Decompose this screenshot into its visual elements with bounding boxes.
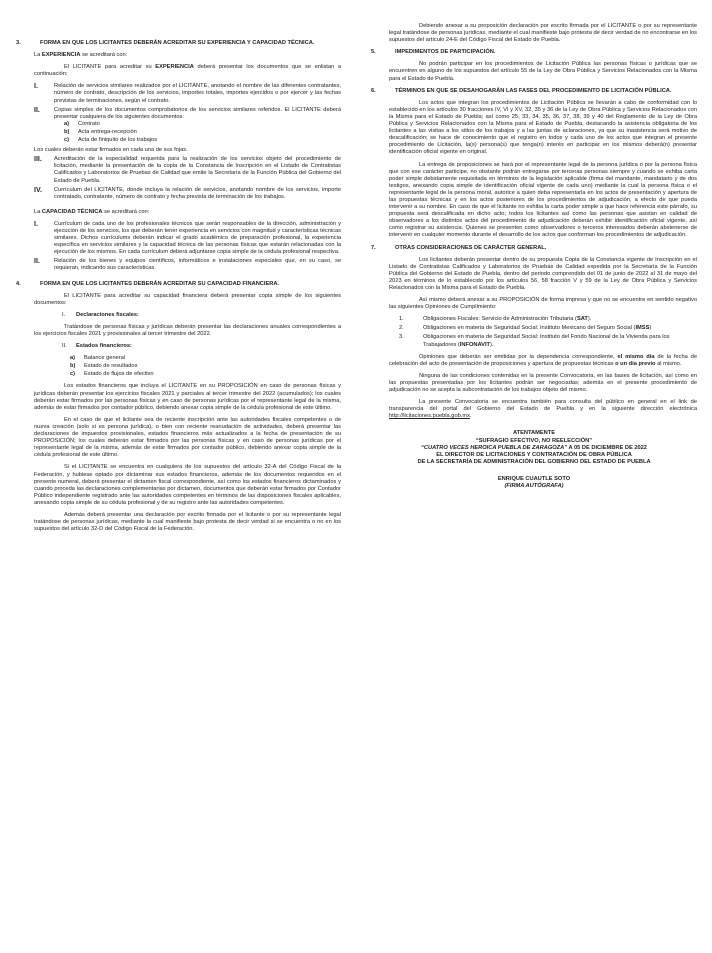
sub-item: a) Contrato [64, 120, 100, 127]
financial-intro: El LICITANTE para acreditar su capacidad financiera deberá presentar copia simple de los siguientes documentos: [34, 292, 341, 306]
paragraph: Los licitantes deberán presentar dentro de su propuesta Copia de la Constancia vigente de Inscripción en el Listado de Contratistas Calificados y Laboratorios de Pruebas de Calidad expedida por la Secretaría de la Función Pública del Gobierno del Estado de Puebla, dentro del periodo comprendido del 01 de junio de 2022 al 31 de mayo del 2023 en términos de lo establecido por los artículos 56, 58 fracción V y 59 de la Ley de Obra Pública y Servicios Relacionados con la Misma para el Estado de Puebla. [389, 256, 697, 291]
experience-label: La EXPERIENCIA se acreditará con: [34, 52, 128, 59]
section-5-heading: 5. IMPEDIMENTOS DE PARTICIPACIÓN. [371, 49, 496, 56]
list-item: IV. Currículum del LICITANTE, donde incluya la relación de servicios, anotando nombre de los servicios, importe contratado, contratante, número de contrato y fecha prevista de terminación de los trabajos. [34, 186, 341, 200]
list-item: 1. Obligaciones Fiscales: Servicio de Administración Tributaria (SAT). [399, 316, 592, 323]
fiscal-heading: I. Declaraciones fiscales: [62, 311, 139, 318]
list-item: I. Relación de servicios similares realizados por el LICITANTE, anotando el nombre de las diferentes contratantes, número de contrato, descripción de los servicios, importes totales, importes ejercidos o por ejercer y las fechas previstas de terminaciones, según el contrato. [34, 83, 341, 104]
financial-statements-heading: II. Estados financieros: [62, 343, 132, 350]
sub-item: a) Balance general [70, 355, 126, 362]
list-item: 3. Obligaciones en materia de Seguridad Social: Instituto del Fondo Nacional de la Vivienda para los Trabajadores (INFONAVIT). [399, 334, 670, 348]
paragraph: La presente Convocatoria se encuentra también para consulta del público en general en el link de transparencia del portal del Gobierno del Estado de Puebla y en la siguiente dirección electrónica http://licitaciones.puebla.gob.mx. [389, 399, 697, 420]
paragraph: Además deberá presentar una declaración por escrito firmada por el licitante o por su representante legal tratándose de personas jurídicas, mediante la cual manifieste bajo protesta de decir verdad si se encuentra o no en los supuestos del artículo 32-D del Código Fiscal de la Federación. [34, 511, 341, 533]
sub-item: b) Estado de resultados [70, 363, 138, 370]
list-item: II. Relación de los bienes y equipos científicos, informáticos e instalaciones especiales que, en su caso, se requieran, indicando sus características. [34, 258, 341, 272]
paragraph: Opiniones que deberán ser emitidas por la dependencia correspondiente, el mismo día de la fecha de celebración del acto de presentación de proposiciones y apertura de propuestas técnicas o un día previo al mismo. [389, 353, 698, 367]
signature-block: ATENTAMENTE “SUFRAGIO EFECTIVO, NO REELECCIÓN” “CUATRO VECES HEROICA PUEBLA DE ZARAGOZA” A 05 DE DICIEMBRE DE 2022 EL DIRECTOR DE LICITACIONES Y CONTRATACIÓN DE OBRA PÚBLICA DE LA SECRETARÍA DE ADMINISTRACIÓN DEL GOBIERNO DEL ESTADO DE PUEBLA ENRIQUE CUAUTLE SOTO (FIRMA AUTÓGRAFA) [371, 430, 697, 490]
paragraph: Si el LICITANTE se encuentra en cualquiera de los supuestos del artículo 32-A del Código Fiscal de la Federación, y hubiese optado por dictaminar sus estados financieros, además de los documentos requeridos en el presente numeral, deberá presentar el dictamen fiscal correspondiente, así como los estados financieros dictaminados y cuando proceda las declaraciones complementarias por dictamen, documentos que deberán estar firmados por Contador Público independiente registrado ante las autoridades competentes en términos de las disposiciones fiscales aplicables, anexando copia simple de su cédula profesional y de su registro ante las autoridades competentes. [34, 464, 341, 506]
experience-intro: El LICITANTE para acreditar su EXPERIENCIA deberá presentar los documentos que se enlistan a continuación: [34, 64, 341, 78]
section-title: FORMA EN QUE LOS LICITANTES DEBERÁN ACREDITAR SU EXPERIENCIA Y CAPACIDAD TÉCNICA. [40, 40, 315, 46]
paragraph: La entrega de proposiciones se hará por el representante legal de la persona jurídica o por la persona física que con ese carácter participe, no obstante podrán entregarse por terceras personas siempre y cuando se exhiba carta poder simple debidamente requisitada en términos de la legislación aplicable (firma del mandante, mandatario y de dos testigos, anexando copia simple de identificación oficial vigente de cada uno) mediante la cual la persona física o el representante legal de la persona moral, autorice a quien deba representarla en los actos de presentación y apertura de las propuestas técnicas y en los actos posteriores de los procedimientos de adjudicación, a efecto de que pueda intervenir a su nombre. En caso de que el licitante no exhiba la carta poder simple a que hace referencia este párrafo, su propuesta será descalificada en dicho acto; todos los licitantes así como las personas que asistan en calidad de observadores a los distintos actos del procedimiento de adjudicación deberán exhibir identificación oficial vigente, así como registrar su asistencia. Quienes se presenten como observadores o terceros interesados deberán abstenerse de intervenir en cualquier momento durante el desarrollo de los actos que conforman los procedimientos de adjudicación. [389, 161, 697, 239]
sign-note: Los cuales deberán estar firmados en cada una de sus fojas. [34, 147, 188, 154]
list-item: 2. Obligaciones en materia de Seguridad Social: Instituto Mexicano del Seguro Social (IMSS) [399, 325, 652, 332]
sub-item: c) Acta de finiquito de los trabajos [64, 137, 158, 144]
experience-list [16, 83, 341, 200]
paragraph: No podrán participar en los procedimientos de Licitación Pública las personas físicas o jurídicas que se encuentren en alguno de los supuestos del artículo 55 de la Ley de Obra Pública y Servicios Relacionados con la Misma para el Estado de Puebla. [389, 61, 697, 82]
section-3-heading [16, 40, 341, 47]
signature-note: (FIRMA AUTÓGRAFA) [504, 482, 564, 489]
paragraph: Así mismo deberá anexar a su PROPOSICIÓN de forma impresa y que no se encuentre en sentido negativo las siguientes Opiniones de Cumplimiento: [389, 297, 697, 311]
sub-item: c) Estado de flujos de efectivo [70, 371, 154, 378]
paragraph: En el caso de que el licitante sea de reciente inscripción ante las autoridades fiscales competentes o de nueva creación (solo si es persona jurídica), o bien con reciente reanudación de actividades, deberá presentar las declaraciones de impuestos provisionales, estados financieros más actualizados a la fecha de presentación de su PROPOSICIÓN; los cuales deberán estar firmados por las personas físicas y en caso de personas jurídicas por el representante legal de la misma, además de estar firmados por contador público, debiendo anexar copia simple de la cédula profesional de este último. [34, 416, 341, 459]
transparency-link[interactable]: http://licitaciones.puebla.gob.mx [389, 413, 470, 420]
compliance-list [371, 316, 697, 348]
statements-list [70, 355, 341, 378]
list-item: III. Acreditación de la especialidad requerida para la realización de los servicios objeto del procedimiento de licitación, mediante la presentación de la copia de la Constancia de Inscripción en el Listado de Contratistas Calificados y Laboratorios de Pruebas de Calidad que emite la Secretaría de la Función Pública del Gobierno del Estado de Puebla. [34, 156, 341, 184]
paragraph: Tratándose de personas físicas y jurídicas deberán presentar las declaraciones anuales correspondientes a los ejercicios fiscales 2021 y provisionales al tercer trimestre del 2022. [34, 323, 341, 337]
capacity-list [16, 221, 341, 273]
paragraph: Los actos que integran los procedimientos de Licitación Pública se llevarán a cabo de conformidad con lo establecido en los artículos 30 fracciones IV, VI y XV, 32, 35 y 36 de la Ley de Obra Pública y Servicios Relacionados con la Misma para el Estado de Puebla; así como 25, 33, 34, 35, 36, 37, 38, 39 y 40 del Reglamento de la Ley de Obra Pública y Servicios Relacionados con la Misma para el Estado de Puebla, destacando la asistencia obligatoria de los licitantes a las visitas a los sitios de los trabajos y a las juntas de aclaraciones, ya que su inasistencia será motivo de descalificación; se hace de conocimiento que el registro en todos y cada uno de los actos que integran el presente procedimiento de Licitación, la(s) persona(s) que tenga(n) interés en participar en los mismos deberá(n) presentar identificación oficial vigente en original. [389, 99, 697, 156]
section-7-heading: 7. OTRAS CONSIDERACIONES DE CARÁCTER GENERAL. [371, 244, 547, 251]
section-number: 3. [16, 40, 21, 46]
continuation-paragraph: Debiendo anexar a su proposición declaración por escrito firmada por el LICITANTE o por su representante legal tratándose de personas jurídicas, mediante el cual manifieste bajo protesta de decir verdad de no encontrarse en los supuestos del artículo 24-E del Código Fiscal del Estado de Puebla. [389, 23, 697, 44]
section-4-heading: 4. FORMA EN QUE LOS LICITANTES DEBERÁN ACREDITAR SU CAPACIDAD FINANCIERA. [16, 280, 280, 287]
signer-name: ENRIQUE CUAUTLE SOTO [497, 475, 571, 482]
right-column [371, 23, 697, 490]
list-item: I. Currículum de cada uno de los profesionales técnicos que serán responsables de la dirección, administración y ejecución de los servicios, los que deberán tener experiencia en servicios con magnitud y características técnicas similares. Dichos currículums deberán indicar el grado académico de preparación profesional, la experiencia específica en servicios similares y la capacidad técnica de las personas físicas que estarán relacionadas con la ejecución de los mismos. En cada currículum deberá adjuntarse copia simple de la cédula profesional respectiva. [34, 220, 341, 256]
capacity-label: La CAPACIDAD TÉCNICA se acreditará con: [34, 208, 150, 215]
sub-item: b) Acta entrega-recepción [64, 128, 137, 135]
section-6-heading: 6. TÉRMINOS EN QUE SE DESAHOGARÁN LAS FASES DEL PROCEDIMIENTO DE LICITACIÓN PÚBLICA. [371, 87, 672, 94]
paragraph: Los estados financieros que incluya el LICITANTE en su PROPOSICIÓN en caso de personas físicas y jurídicas deberán presentar los ejercicios fiscales 2021 y parciales al tercer trimestre del 2022 (acumulados); los cuales deberán estar firmados por las personas físicas y en caso de personas jurídicas por el representante legal de la misma, además de estar firmados por contador público, debiendo anexar copia simple de la cédula profesional de este último. [34, 383, 341, 411]
paragraph: Ninguna de las condiciones contenidas en la presente Convocatoria, en las bases de licitación, así como en las propuestas presentadas por los licitantes podrán ser negociadas; además en el presente procedimiento de adjudicación no se acepta la subcontratación de los trabajos objeto del mismo. [389, 372, 697, 394]
left-column [16, 40, 341, 538]
list-item: II. Copias simples de los documentos comprobatorios de los servicios similares referidos. El LICITANTE deberá presentar cualquiera de los siguientes documentos: a) Contrato b) Acta entrega-recepción c) Acta de finiquito de los trabajos [34, 106, 341, 144]
